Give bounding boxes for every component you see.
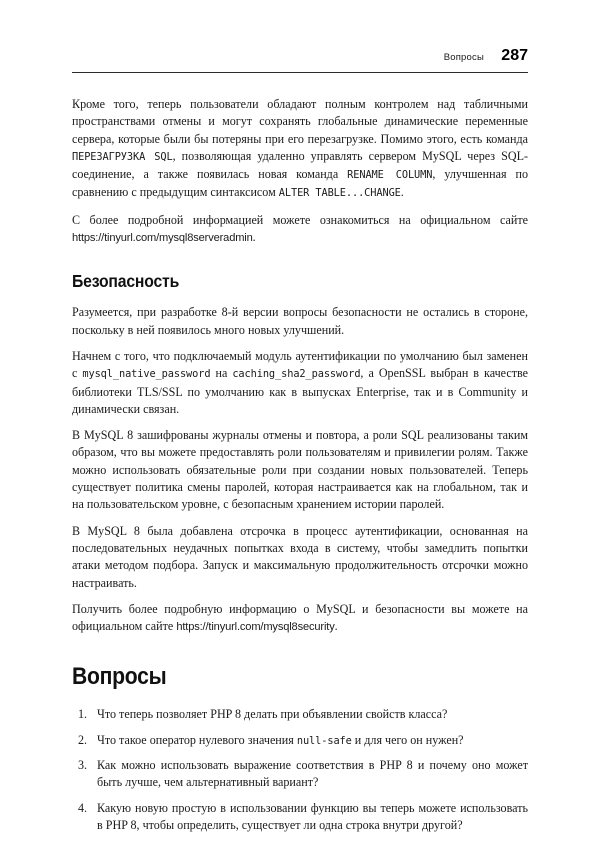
text-run: . xyxy=(334,619,338,634)
text-run: на xyxy=(210,366,233,381)
spacer xyxy=(72,691,528,706)
paragraph-sql-roles: В MySQL 8 зашифрованы журналы отмены и повтора, а роли SQL реализованы таким образом, что вы можете предоставлять роли пользователям и привилегии ролям. Также можно использовать обязательные роли при создании новых пользователей. Теперь существует политика смены паролей, которая настраивается как на глобальном, так и на пользовательском уровне, с безопасным хранением истории паролей. xyxy=(72,428,528,512)
text-run: , позволяющая удаленно управлять сервером MySQL через SQL-соединение, а также появилась новая команда xyxy=(72,148,528,182)
code-reload-sql: ПЕРЕЗАГРУЗКА SQL xyxy=(72,150,173,163)
text-run: , а OpenSSL выбран в качестве библиотеки TLS/SSL по умолчанию как в выпусках Enterprise, так и в Community и динамически связан. xyxy=(72,366,528,416)
running-head xyxy=(72,47,528,65)
question-text: Что такое оператор нулевого значения xyxy=(97,732,297,747)
list-item xyxy=(72,757,528,793)
code-caching-sha2-password: caching_sha2_password xyxy=(232,368,361,381)
text-run: С более подробной информацией можете ознакомиться на официальном сайте xyxy=(72,212,528,227)
spacer xyxy=(72,292,528,304)
text-run: , улучшенная по сравнению с предыдущим синтаксисом xyxy=(72,167,529,200)
text-run: . xyxy=(400,185,404,200)
list-item xyxy=(72,800,528,836)
spacer xyxy=(72,247,528,271)
question-text: Как можно использовать выражение соответствия в PHP 8 и почему оно может быть лучше, чем альтернативный вариант? xyxy=(97,758,528,790)
question-text: Какую новую простую в использовании функцию вы теперь можете использовать в PHP 8, чтобы определить, существует ли одна строка внутри другой? xyxy=(97,800,528,832)
code-null-safe: null-safe xyxy=(296,734,352,747)
question-text: и для чего он нужен? xyxy=(351,732,464,747)
paragraph-auth-plugin xyxy=(72,348,528,418)
running-head-title: Вопросы xyxy=(443,52,484,63)
heading-security: Безопасность xyxy=(72,271,180,292)
link-mysql8serveradmin[interactable]: https://tinyurl.com/mysql8serveradmin xyxy=(72,232,253,245)
spacer xyxy=(72,636,528,663)
page-number: 287 xyxy=(501,47,528,64)
text-run: Начнем с того, что подключаемый модуль аутентификации по умолчанию был заменен с xyxy=(72,348,528,381)
heading-questions: Вопросы xyxy=(72,663,167,691)
link-mysql8security[interactable]: https://tinyurl.com/mysql8security xyxy=(176,621,335,634)
text-run: Получить более подробную информацию о MySQL и безопасности вы можете на официальном сайте xyxy=(72,601,528,634)
questions-list xyxy=(72,706,528,835)
paragraph-security-intro: Разумеется, при разработке 8-й версии вопросы безопасности не остались в стороне, поскольку в ней появилось много новых улучшений. xyxy=(72,305,528,337)
header-rule xyxy=(72,72,528,73)
paragraph-auth-delay: В MySQL 8 была добавлена отсрочка в процесс аутентификации, основанная на последовательных неудачных попытках входа в систему, чтобы замедлить попытки атаки методом подбора. Запуск и максимальную продолжительность отсрочки можно настраивать. xyxy=(72,523,528,590)
question-text: Что теперь позволяет PHP 8 делать при объявлении свойств класса? xyxy=(97,707,448,722)
text-run: Кроме того, теперь пользователи обладают полным контролем над табличными пространствами отмены и могут сохранять глобальные динамические переменные сервера, которые были бы потеряны при его перезагрузке. Помимо этого, есть команда xyxy=(72,97,528,146)
list-item xyxy=(72,706,528,724)
code-rename-column: RENAME COLUMN xyxy=(347,169,433,182)
paragraph-server-features xyxy=(72,96,528,203)
paragraph-serveradmin-link xyxy=(72,212,528,248)
code-alter-table-change: ALTER TABLE...CHANGE xyxy=(278,187,401,200)
code-mysql-native-password: mysql_native_password xyxy=(82,368,211,381)
paragraph-security-link xyxy=(72,601,528,637)
text-run: . xyxy=(252,230,256,245)
list-item xyxy=(72,732,528,750)
text-column xyxy=(72,96,528,835)
